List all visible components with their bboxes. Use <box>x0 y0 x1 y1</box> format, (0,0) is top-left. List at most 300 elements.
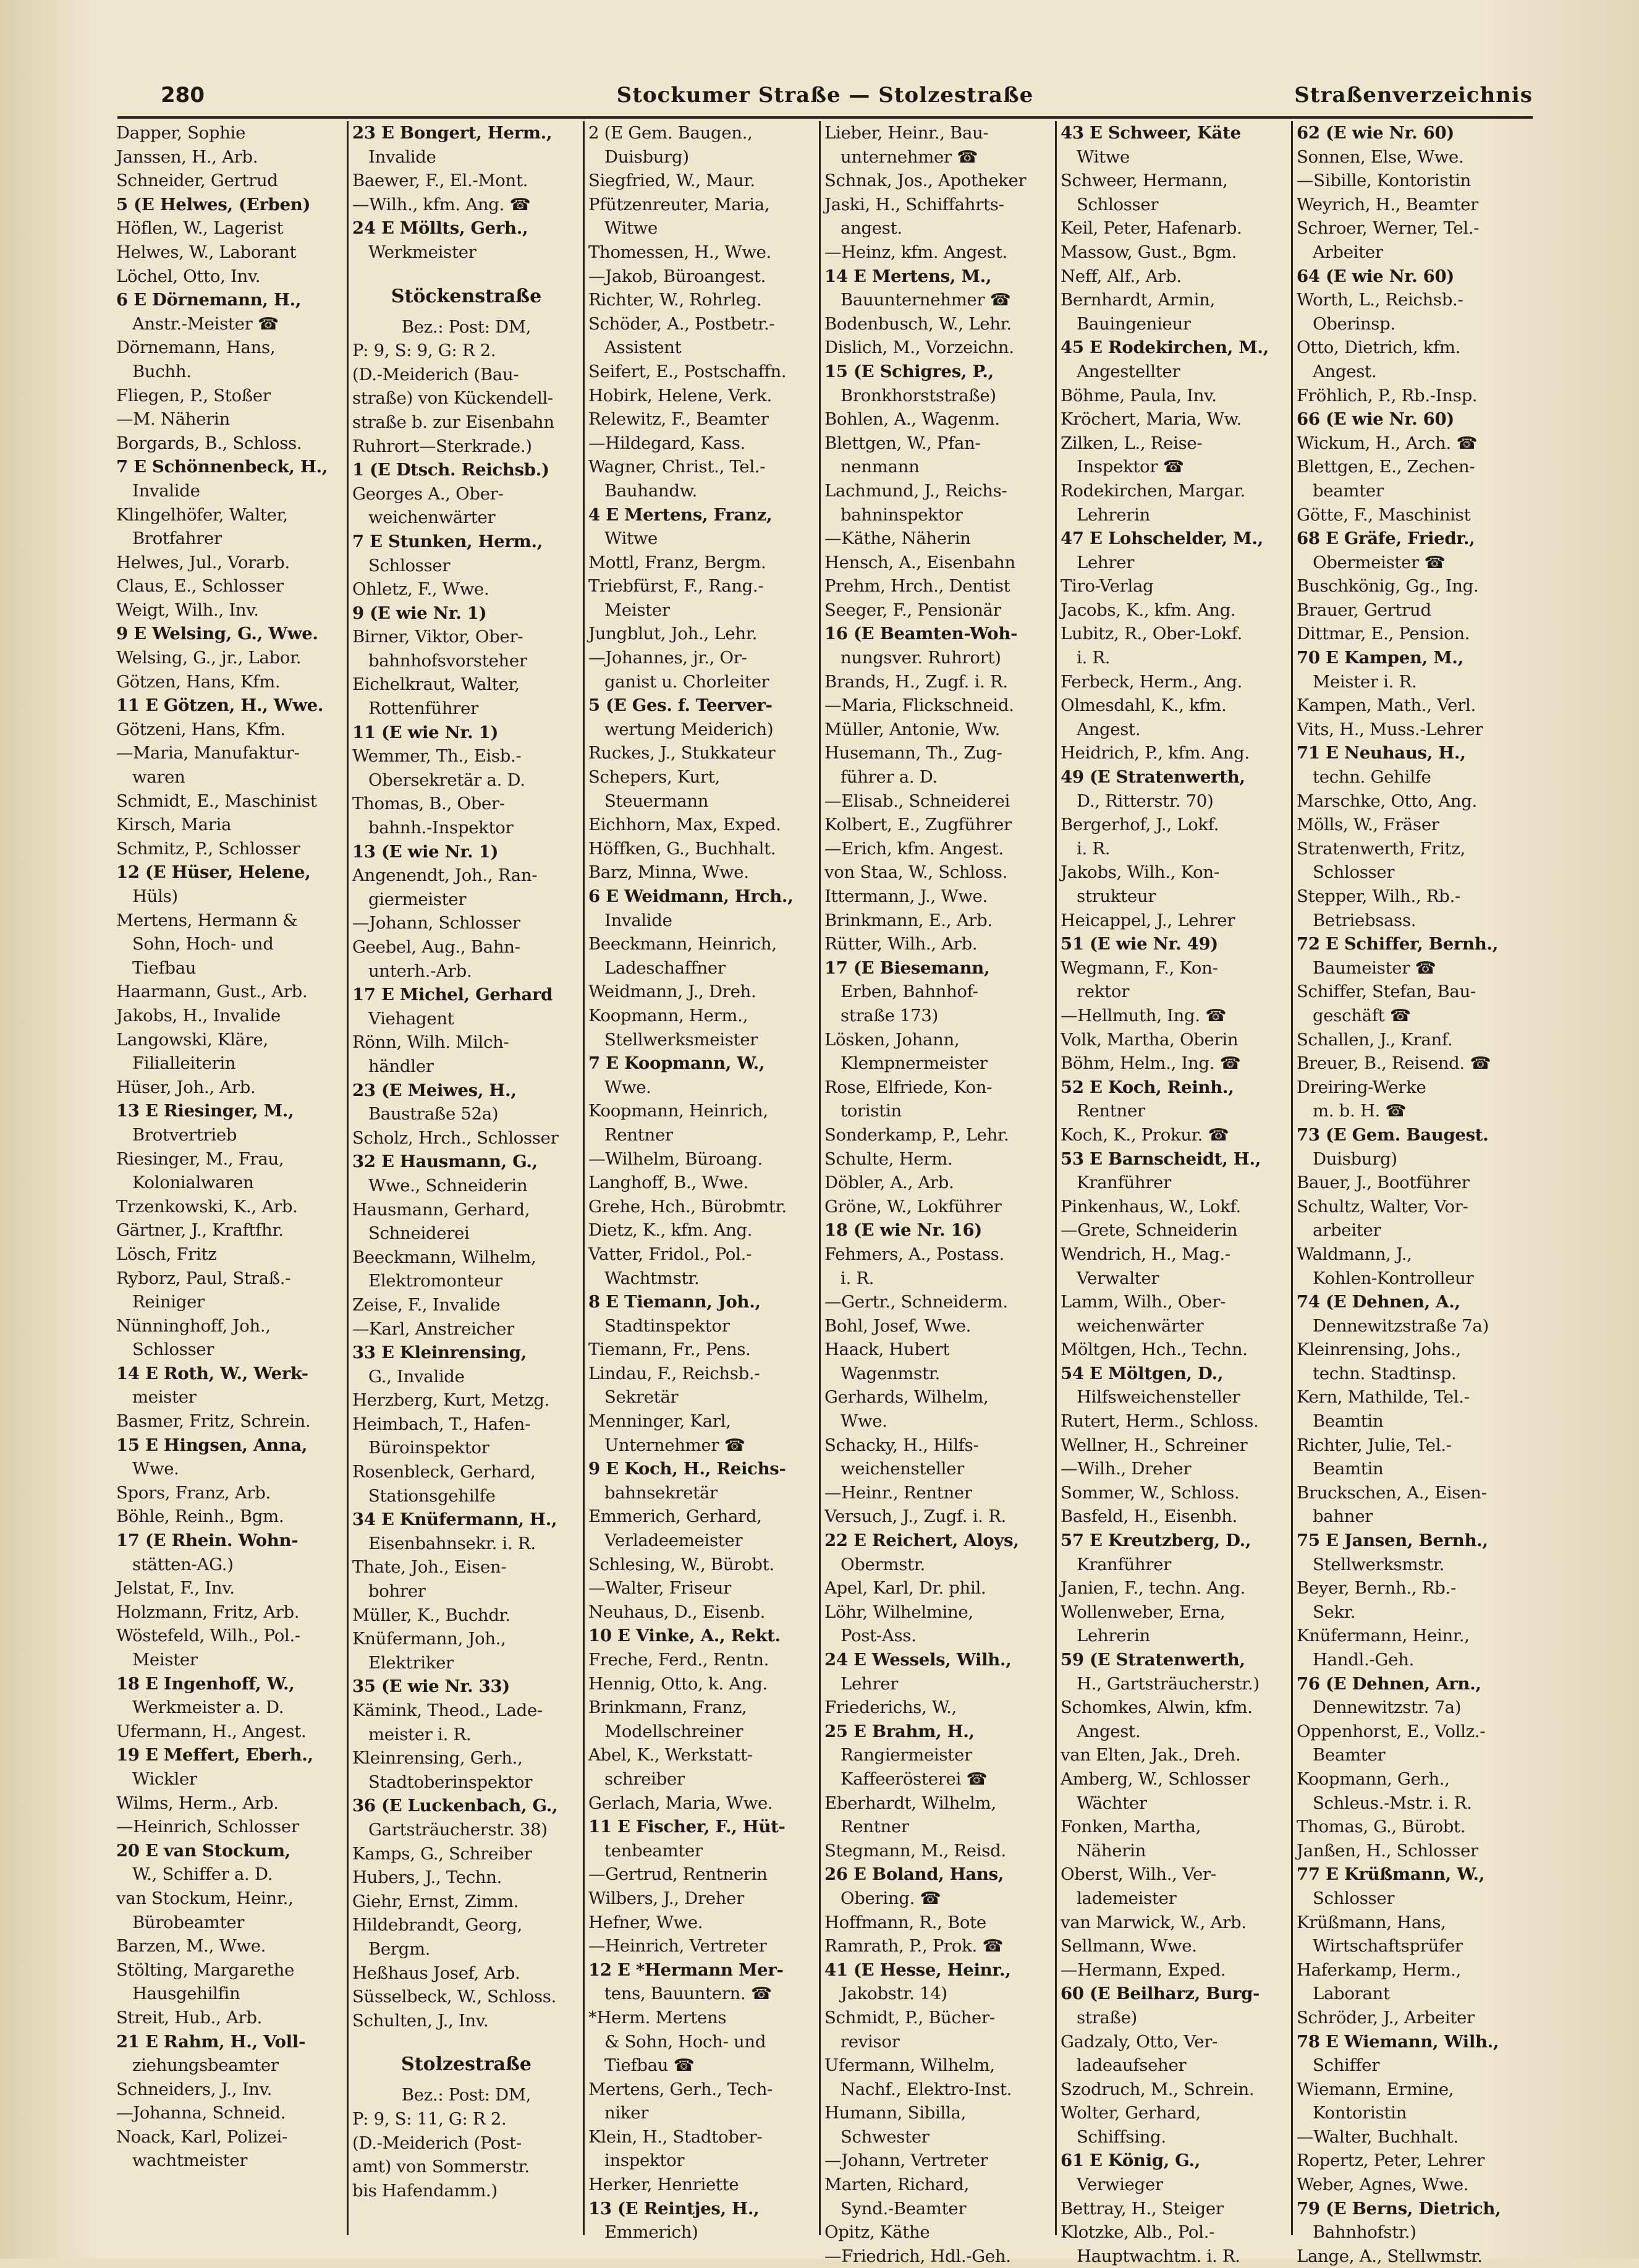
resident-entry: Meister i. R. <box>1313 671 1417 692</box>
resident-entry: Ohletz, F., Wwe. <box>352 579 489 600</box>
resident-entry: Marschke, Otto, Ang. <box>1297 791 1477 811</box>
resident-entry: —Johanna, Schneid. <box>116 2103 286 2123</box>
house-entry: 35 (E wie Nr. 33) <box>352 1676 510 1697</box>
resident-entry: Lehrerin <box>1077 504 1150 525</box>
house-entry: 57 E Kreutzberg, D., <box>1061 1531 1251 1551</box>
resident-entry: Fehmers, A., Postass. <box>824 1244 1004 1264</box>
house-entry: 62 (E wie Nr. 60) <box>1297 123 1455 143</box>
resident-entry: P: 9, S: 11, G: R 2. <box>352 2109 507 2129</box>
resident-entry: Beamtin <box>1313 1411 1384 1432</box>
resident-entry: Wwe., Schneiderin <box>368 1175 528 1196</box>
resident-entry: Schlosser <box>132 1340 214 1360</box>
resident-entry: von Staa, W., Schloss. <box>824 862 1008 883</box>
resident-entry: Lehrerin <box>1077 1626 1150 1646</box>
resident-entry: Mertens, Hermann & <box>116 910 298 930</box>
resident-entry: Volk, Martha, Oberin <box>1061 1029 1239 1050</box>
resident-entry: Lange, A., Stellwmstr. <box>1297 2246 1483 2266</box>
resident-entry: Kontoristin <box>1313 2103 1407 2123</box>
resident-entry: angest. <box>841 218 902 239</box>
resident-entry: Werkmeister a. D. <box>132 1697 284 1718</box>
resident-entry: Oberst, Wilh., Ver- <box>1061 1864 1216 1885</box>
resident-entry: Schultz, Walter, Vor- <box>1297 1196 1468 1217</box>
resident-entry: Synd.-Beamter <box>841 2198 967 2219</box>
resident-entry: Duisburg) <box>1313 1149 1397 1169</box>
resident-entry: Wöstefeld, Wilh., Pol.- <box>116 1626 300 1646</box>
resident-entry: W., Schiffer a. D. <box>132 1864 273 1885</box>
resident-entry: Stepper, Wilh., Rb.- <box>1297 886 1460 906</box>
resident-entry: Kranführer <box>1077 1554 1171 1574</box>
resident-entry: Kaffeerösterei ☎ <box>841 1769 988 1789</box>
page-header <box>117 79 1533 119</box>
resident-entry: Prehm, Hrch., Dentist <box>824 576 1010 597</box>
resident-entry: —Johann, Schlosser <box>352 913 520 933</box>
resident-entry: Buchh. <box>132 361 192 381</box>
house-entry: 7 E Stunken, Herm., <box>352 531 543 551</box>
resident-entry: Brotfahrer <box>132 529 222 549</box>
resident-entry: toristin <box>841 1101 902 1121</box>
resident-entry: Ruckes, J., Stukkateur <box>588 743 776 763</box>
resident-entry: Schmidt, P., Bücher- <box>824 2007 995 2028</box>
resident-entry: Brauer, Gertrud <box>1297 600 1431 620</box>
resident-entry: Post-Ass. <box>841 1626 917 1646</box>
resident-entry: Eichhorn, Max, Exped. <box>588 815 781 835</box>
resident-entry: i. R. <box>841 1268 875 1288</box>
house-entry: 54 E Möltgen, D., <box>1061 1363 1224 1383</box>
resident-entry: Barzen, M., Wwe. <box>116 1936 266 1956</box>
resident-entry: —Käthe, Näherin <box>824 529 971 549</box>
resident-entry: Versuch, J., Zugf. i. R. <box>824 1506 1006 1527</box>
resident-entry: Haarmann, Gust., Arb. <box>116 982 308 1002</box>
resident-entry: Freche, Ferd., Rentn. <box>588 1650 769 1670</box>
resident-entry: Bauer, J., Bootführer <box>1297 1173 1470 1193</box>
resident-entry: Wegmann, F., Kon- <box>1061 958 1218 978</box>
resident-entry: Rentner <box>1077 1101 1145 1121</box>
resident-entry: Richter, W., Rohrleg. <box>588 290 762 310</box>
resident-entry: Verladeemeister <box>604 1531 743 1551</box>
resident-entry: strukteur <box>1077 886 1156 906</box>
house-entry: 13 (E wie Nr. 1) <box>352 841 499 862</box>
house-entry: 17 (E Rhein. Wohn- <box>116 1531 299 1551</box>
resident-entry: Pinkenhaus, W., Lokf. <box>1061 1196 1241 1217</box>
house-entry: 22 E Reichert, Aloys, <box>824 1531 1019 1551</box>
resident-entry: Steuermann <box>604 791 709 811</box>
resident-entry: Blettgen, E., Zechen- <box>1297 457 1475 477</box>
resident-entry: Rutert, Herm., Schloss. <box>1061 1411 1259 1432</box>
resident-entry: Olmesdahl, K., kfm. <box>1061 695 1227 716</box>
house-entry: 7 E Schönnenbeck, H., <box>116 457 328 477</box>
resident-entry: Vatter, Fridol., Pol.- <box>588 1244 752 1264</box>
house-entry: 73 (E Gem. Baugest. <box>1297 1124 1489 1145</box>
resident-entry: —Wilhelm, Büroang. <box>588 1149 763 1169</box>
resident-entry: —Grete, Schneiderin <box>1061 1220 1238 1241</box>
house-entry: 68 E Gräfe, Friedr., <box>1297 529 1475 549</box>
resident-entry: Hobirk, Helene, Verk. <box>588 385 772 406</box>
resident-entry: Hensch, A., Eisenbahn <box>824 552 1015 572</box>
resident-entry: Kranführer <box>1077 1173 1171 1193</box>
resident-entry: Lehrer <box>841 1673 899 1694</box>
resident-entry: Waldmann, J., <box>1297 1244 1412 1264</box>
resident-entry: techn. Stadtinsp. <box>1313 1363 1457 1383</box>
resident-entry: Stratenwerth, Fritz, <box>1297 838 1465 859</box>
resident-entry: Knüfermann, Heinr., <box>1297 1626 1470 1646</box>
resident-entry: unterh.-Arb. <box>368 961 472 981</box>
resident-entry: Angestellter <box>1077 361 1180 381</box>
street-heading: Stöckenstraße <box>391 285 542 307</box>
resident-entry: Wilms, Herm., Arb. <box>116 1793 279 1813</box>
resident-entry: Schröder, J., Arbeiter <box>1297 2007 1475 2028</box>
house-entry: 20 E van Stockum, <box>116 1840 291 1861</box>
resident-entry: Claus, E., Schlosser <box>116 576 284 597</box>
resident-entry: Kröchert, Maria, Ww. <box>1061 409 1242 430</box>
resident-entry: —Wilh., kfm. Ang. ☎ <box>352 194 531 214</box>
resident-entry: Koopmann, Herm., <box>588 1005 748 1026</box>
resident-entry: amt) von Sommerstr. <box>352 2157 530 2177</box>
resident-entry: ziehungsbeamter <box>132 2055 279 2076</box>
resident-entry: Hausgehilfin <box>132 1984 240 2004</box>
resident-entry: —Heinr., Rentner <box>824 1482 972 1503</box>
resident-entry: rektor <box>1077 982 1130 1002</box>
resident-entry: Meister <box>604 600 670 620</box>
resident-entry: Wickler <box>132 1769 197 1789</box>
house-entry: 45 E Rodekirchen, M., <box>1061 338 1269 358</box>
directory-column-2 <box>349 121 585 2235</box>
resident-entry: geschäft ☎ <box>1313 1005 1411 1026</box>
house-entry: 61 E König, G., <box>1061 2151 1200 2171</box>
resident-entry: Barz, Minna, Wwe. <box>588 862 749 883</box>
resident-entry: Baewer, F., El.-Mont. <box>352 171 528 191</box>
resident-entry: weichensteller <box>841 1459 964 1479</box>
resident-entry: Beamtin <box>1313 1459 1384 1479</box>
resident-entry: Holzmann, Fritz, Arb. <box>116 1602 300 1622</box>
resident-entry: Ufermann, H., Angest. <box>116 1721 307 1741</box>
resident-entry: Ropertz, Peter, Lehrer <box>1297 2151 1484 2171</box>
resident-entry: Angest. <box>1313 361 1377 381</box>
house-entry: 18 (E wie Nr. 16) <box>824 1220 983 1241</box>
resident-entry: Wickum, H., Arch. ☎ <box>1297 433 1478 453</box>
resident-entry: Gadzaly, Otto, Ver- <box>1061 2031 1218 2052</box>
resident-entry: Zeise, F., Invalide <box>352 1294 501 1315</box>
resident-entry: Klempnermeister <box>841 1053 988 1074</box>
resident-entry: Hildebrandt, Georg, <box>352 1915 523 1935</box>
resident-entry: Dittmar, E., Pension. <box>1297 624 1470 644</box>
resident-entry: Bürobeamter <box>132 1912 245 1932</box>
resident-entry: Ladeschaffner <box>604 958 726 978</box>
resident-entry: Basfeld, H., Eisenbh. <box>1061 1506 1237 1527</box>
house-entry: 15 E Hingsen, Anna, <box>116 1435 308 1455</box>
resident-entry: Helwes, Jul., Vorarb. <box>116 552 290 572</box>
resident-entry: Dennewitzstraße 7a) <box>1313 1315 1489 1336</box>
house-entry: 59 (E Stratenwerth, <box>1061 1650 1245 1670</box>
column-spacer <box>352 265 580 277</box>
resident-entry: Höflen, W., Lagerist <box>116 218 284 239</box>
house-entry: 23 E Bongert, Herm., <box>352 123 553 143</box>
resident-entry: Lachmund, J., Reichs- <box>824 480 1007 501</box>
resident-entry: Bauunternehmer ☎ <box>841 290 1011 310</box>
house-entry: 17 E Michel, Gerhard <box>352 985 553 1005</box>
resident-entry: Wirtschaftsprüfer <box>1313 1936 1463 1956</box>
resident-entry: Invalide <box>132 480 200 501</box>
resident-entry: Georges A., Ober- <box>352 483 504 504</box>
resident-entry: Arbeiter <box>1313 242 1383 262</box>
resident-entry: Blettgen, W., Pfan- <box>824 433 981 453</box>
resident-entry: Humann, Sibilla, <box>824 2103 967 2123</box>
resident-entry: bahnh.-Inspektor <box>368 818 514 838</box>
house-entry: 53 E Barnscheidt, H., <box>1061 1149 1261 1169</box>
resident-entry: Kamps, G., Schreiber <box>352 1843 532 1864</box>
resident-entry: Sohn, Hoch- und <box>132 934 274 954</box>
resident-entry: bahnsekretär <box>604 1482 718 1503</box>
resident-entry: —Maria, Manufaktur- <box>116 743 300 763</box>
house-entry: 5 (E Ges. f. Teerver- <box>588 695 773 716</box>
resident-entry: Ittermann, J., Wwe. <box>824 886 988 906</box>
resident-entry: Lösch, Fritz <box>116 1244 217 1264</box>
running-title: Stockumer Straße — Stolzestraße <box>616 83 1034 108</box>
resident-entry: führer a. D. <box>841 767 938 788</box>
resident-entry: Elektriker <box>368 1652 454 1673</box>
resident-entry: i. R. <box>1077 648 1111 668</box>
resident-entry: Zilken, L., Reise- <box>1061 433 1203 453</box>
resident-entry: straße b. zur Eisenbahn <box>352 412 554 432</box>
resident-entry: tenbeamter <box>604 1840 703 1861</box>
resident-entry: —Hellmuth, Ing. ☎ <box>1061 1005 1227 1026</box>
resident-entry: Rosenbleck, Gerhard, <box>352 1462 536 1482</box>
resident-entry: Meister <box>132 1650 198 1670</box>
resident-entry: Brotvertrieb <box>132 1124 237 1145</box>
resident-entry: straße) von Kückendell- <box>352 388 553 409</box>
resident-entry: Ruhrort—Sterkrade.) <box>352 436 532 456</box>
resident-entry: Werkmeister <box>368 242 476 262</box>
resident-entry: Wollenweber, Erna, <box>1061 1602 1226 1622</box>
house-entry: 11 E Götzen, H., Wwe. <box>116 695 324 716</box>
resident-entry: Näherin <box>1077 1840 1146 1861</box>
resident-entry: Klingelhöfer, Walter, <box>116 504 288 525</box>
resident-entry: Heidrich, P., kfm. Ang. <box>1061 743 1250 763</box>
resident-entry: P: 9, S: 9, G: R 2. <box>352 341 496 361</box>
resident-entry: wachtmeister <box>132 2151 248 2171</box>
resident-entry: Thate, Joh., Eisen- <box>352 1557 507 1578</box>
resident-entry: Dreiring-Werke <box>1297 1077 1426 1097</box>
resident-entry: Büroinspektor <box>368 1438 489 1458</box>
resident-entry: Langowski, Kläre, <box>116 1029 268 1050</box>
resident-entry: Fliegen, P., Stoßer <box>116 385 271 406</box>
resident-entry: Apel, Karl, Dr. phil. <box>824 1578 986 1599</box>
house-entry: 52 E Koch, Reinh., <box>1061 1077 1234 1097</box>
resident-entry: Tiro-Verlag <box>1061 576 1154 597</box>
resident-entry: Bergerhof, J., Lokf. <box>1061 815 1219 835</box>
house-entry: 26 E Boland, Hans, <box>824 1864 1004 1885</box>
resident-entry: *Herm. Mertens <box>588 2007 727 2028</box>
resident-entry: Thomessen, H., Wwe. <box>588 242 771 262</box>
resident-entry: Eberhardt, Wilhelm, <box>824 1793 996 1813</box>
resident-entry: Massow, Gust., Bgm. <box>1061 242 1237 262</box>
resident-entry: Seifert, E., Postschaffn. <box>588 361 787 381</box>
resident-entry: Schmitz, P., Schlosser <box>116 838 300 859</box>
resident-entry: Stadtoberinspektor <box>368 1772 533 1792</box>
resident-entry: Hauptwachtm. i. R. <box>1077 2246 1240 2266</box>
house-entry: 74 (E Dehnen, A., <box>1297 1292 1460 1312</box>
resident-entry: Witwe <box>1077 147 1130 167</box>
resident-entry: waren <box>132 767 185 788</box>
resident-entry: Herzberg, Kurt, Metzg. <box>352 1390 550 1411</box>
resident-entry: Lieber, Heinr., Bau- <box>824 123 989 143</box>
resident-entry: Szodruch, M., Schrein. <box>1061 2079 1255 2099</box>
resident-entry: Schöder, A., Postbetr.- <box>588 313 775 334</box>
resident-entry: Gerhards, Wilhelm, <box>824 1387 989 1408</box>
house-entry: 23 (E Meiwes, H., <box>352 1080 517 1100</box>
resident-entry: Knüfermann, Joh., <box>352 1629 506 1649</box>
house-entry: 36 (E Luckenbach, G., <box>352 1796 558 1816</box>
resident-entry: Reiniger <box>132 1292 205 1312</box>
house-entry: 76 (E Dehnen, Arn., <box>1297 1673 1481 1694</box>
resident-entry: Emmerich) <box>604 2222 698 2243</box>
resident-entry: Buschkönig, Gg., Ing. <box>1297 576 1479 597</box>
house-entry: 13 (E Reintjes, H., <box>588 2198 760 2219</box>
resident-entry: giermeister <box>368 889 467 909</box>
resident-entry: Götte, F., Maschinist <box>1297 504 1471 525</box>
resident-entry: bis Hafendamm.) <box>352 2180 498 2201</box>
resident-entry: Filialleiterin <box>132 1053 236 1074</box>
house-entry: 19 E Meffert, Eberh., <box>116 1745 313 1765</box>
resident-entry: Laborant <box>1313 1984 1390 2004</box>
house-entry: 10 E Vinke, A., Rekt. <box>588 1626 781 1646</box>
resident-entry: Langhoff, B., Wwe. <box>588 1173 748 1193</box>
house-entry: 8 E Tiemann, Joh., <box>588 1292 761 1312</box>
resident-entry: Bergm. <box>368 1939 431 1959</box>
resident-entry: Dörnemann, Hans, <box>116 338 276 358</box>
resident-entry: Erben, Bahnhof- <box>841 982 978 1002</box>
house-entry: 21 E Rahm, H., Voll- <box>116 2031 306 2052</box>
resident-entry: Lindau, F., Reichsb.- <box>588 1363 760 1383</box>
resident-entry: Schroer, Werner, Tel.- <box>1297 218 1480 239</box>
resident-entry: Eisenbahnsekr. i. R. <box>368 1533 536 1553</box>
house-entry: 77 E Krüßmann, W., <box>1297 1864 1485 1885</box>
resident-entry: Weyrich, H., Beamter <box>1297 194 1479 214</box>
directory-column-6 <box>1293 121 1529 2266</box>
resident-entry: Kämink, Theod., Lade- <box>352 1701 543 1720</box>
resident-entry: Welsing, G., jr., Labor. <box>116 648 302 668</box>
resident-entry: Sekr. <box>1313 1602 1356 1622</box>
resident-entry: van Elten, Jak., Dreh. <box>1061 1745 1241 1765</box>
resident-entry: bahner <box>1313 1506 1373 1527</box>
resident-entry: Modellschreiner <box>604 1721 743 1741</box>
resident-entry: bahnhofsvorsteher <box>368 650 527 671</box>
resident-entry: Schulten, J., Inv. <box>352 2010 489 2031</box>
house-entry: 78 E Wiemann, Wilh., <box>1297 2031 1499 2052</box>
resident-entry: Inspektor ☎ <box>1077 457 1184 477</box>
resident-entry: Baustraße 52a) <box>368 1104 499 1124</box>
resident-entry: Spors, Franz, Arb. <box>116 1482 271 1503</box>
resident-entry: Böhle, Reinh., Bgm. <box>116 1506 284 1527</box>
resident-entry: Bauingenieur <box>1077 313 1191 334</box>
resident-entry: Handl.-Geh. <box>1313 1650 1414 1670</box>
resident-entry: Klotzke, Alb., Pol.- <box>1061 2222 1215 2243</box>
resident-entry: Wwe. <box>841 1411 887 1432</box>
house-entry: 79 (E Berns, Dietrich, <box>1297 2198 1501 2219</box>
resident-entry: Stegmann, M., Reisd. <box>824 1840 1006 1861</box>
resident-entry: Rose, Elfriede, Kon- <box>824 1077 993 1097</box>
resident-entry: Götzen, Hans, Kfm. <box>116 671 281 692</box>
directory-column-3 <box>585 121 821 2243</box>
resident-entry: Schnak, Jos., Apotheker <box>824 171 1027 191</box>
resident-entry: —Friedrich, Hdl.-Geh. <box>824 2246 1011 2266</box>
resident-entry: Emmerich, Gerhard, <box>588 1506 762 1527</box>
resident-entry: —Walter, Friseur <box>588 1578 731 1599</box>
resident-entry: Müller, Antonie, Ww. <box>824 719 1001 739</box>
resident-entry: Unternehmer ☎ <box>604 1435 745 1455</box>
resident-entry: Noack, Karl, Polizei- <box>116 2126 288 2147</box>
resident-entry: Hoffmann, R., Bote <box>824 1912 986 1932</box>
resident-entry: weichenwärter <box>368 508 496 528</box>
resident-entry: Schweer, Hermann, <box>1061 171 1228 191</box>
resident-entry: Böhme, Paula, Inv. <box>1061 385 1217 406</box>
resident-entry: Menninger, Karl, <box>588 1411 731 1432</box>
house-entry: 9 (E wie Nr. 1) <box>352 603 487 623</box>
resident-entry: beamter <box>1313 480 1384 501</box>
resident-entry: (D.-Meiderich (Post- <box>352 2133 522 2153</box>
directory-column-4 <box>821 121 1057 2266</box>
resident-entry: Kampen, Math., Verl. <box>1297 695 1476 716</box>
resident-entry: Weidmann, J., Dreh. <box>588 982 756 1002</box>
resident-entry: Dislich, M., Vorzeichn. <box>824 338 1014 358</box>
house-entry: 25 E Brahm, H., <box>824 1721 975 1741</box>
resident-entry: —Johann, Vertreter <box>824 2151 988 2171</box>
street-heading: Stolzestraße <box>401 2054 532 2076</box>
resident-entry: Neuhaus, D., Eisenb. <box>588 1602 766 1622</box>
resident-entry: Eichelkraut, Walter, <box>352 674 520 695</box>
house-entry: 72 E Schiffer, Bernh., <box>1297 934 1498 954</box>
resident-entry: Hausmann, Gerhard, <box>352 1199 530 1220</box>
resident-entry: Angest. <box>1077 1721 1141 1741</box>
resident-entry: Bruckschen, A., Eisen- <box>1297 1482 1487 1503</box>
resident-entry: straße 173) <box>841 1005 939 1026</box>
resident-entry: Wolter, Gerhard, <box>1061 2103 1201 2123</box>
house-entry: 75 E Jansen, Bernh., <box>1297 1531 1488 1551</box>
resident-entry: Wemmer, Th., Eisb.- <box>352 746 522 767</box>
resident-entry: Schiffsing. <box>1077 2126 1166 2147</box>
resident-entry: —Hermann, Exped. <box>1061 1960 1226 1980</box>
resident-entry: Döbler, A., Arb. <box>824 1173 954 1193</box>
resident-entry: Bez.: Post: DM, <box>401 316 532 337</box>
column-spacer <box>352 2032 580 2045</box>
resident-entry: lademeister <box>1077 1888 1177 1908</box>
resident-entry: Helwes, W., Laborant <box>116 242 297 262</box>
house-entry: 17 (E Biesemann, <box>824 958 990 978</box>
house-entry: 9 E Koch, H., Reichs- <box>588 1459 786 1479</box>
resident-entry: Duisburg) <box>604 147 689 167</box>
resident-entry: Hüser, Joh., Arb. <box>116 1077 256 1097</box>
resident-entry: Kleinrensing, Gerh., <box>352 1748 523 1769</box>
resident-entry: Giehr, Ernst, Zimm. <box>352 1891 519 1911</box>
house-entry: 60 (E Beilharz, Burg- <box>1061 1984 1260 2004</box>
resident-entry: Lösken, Johann, <box>824 1029 960 1050</box>
resident-entry: Stationsgehilfe <box>368 1485 496 1506</box>
resident-entry: Lehrer <box>1077 552 1135 572</box>
resident-entry: Mottl, Franz, Bergm. <box>588 552 766 572</box>
resident-entry: —Heinrich, Schlosser <box>116 1817 299 1837</box>
resident-entry: —Gertr., Schneiderm. <box>824 1292 1008 1312</box>
resident-entry: Schomkes, Alwin, kfm. <box>1061 1697 1253 1718</box>
resident-entry: Wendrich, H., Mag.- <box>1061 1244 1230 1264</box>
resident-entry: Bez.: Post: DM, <box>401 2085 532 2105</box>
resident-entry: Thomas, G., Bürobt. <box>1297 1817 1466 1837</box>
resident-entry: —M. Näherin <box>116 409 230 430</box>
resident-entry: Wilbers, J., Dreher <box>588 1888 745 1908</box>
resident-entry: Elektromonteur <box>368 1271 502 1291</box>
resident-entry: Rentner <box>841 1817 909 1837</box>
house-entry: 6 E Dörnemann, H., <box>116 290 302 310</box>
resident-entry: Schulte, Herm. <box>824 1149 953 1169</box>
resident-entry: Stellwerksmstr. <box>1313 1554 1445 1574</box>
